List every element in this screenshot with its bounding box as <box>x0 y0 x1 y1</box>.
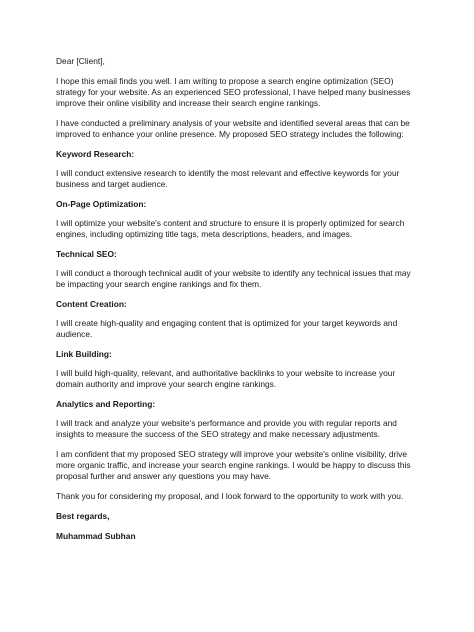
section-heading-technical-seo: Technical SEO: <box>56 249 117 259</box>
intro-paragraph: I hope this email finds you well. I am writing to propose a search engine optimization (SEO) strategy for your website. As an experienced SEO professional, I have helped many businesses improve their online visibility and increase their search engine rankings. <box>56 76 411 108</box>
section-heading-on-page-optimization: On-Page Optimization: <box>56 199 147 209</box>
letter-body <box>56 56 416 551</box>
salutation: Dear [Client], <box>56 56 105 66</box>
section-heading-keyword-research: Keyword Research: <box>56 149 135 159</box>
confidence-paragraph: I am confident that my proposed SEO strategy will improve your website's online visibility, drive more organic traffic, and increase your search engine rankings. I would be happy to discuss this proposal further and answer any questions you may have. <box>56 449 411 481</box>
section-body-content-creation: I will create high-quality and engaging content that is optimized for your target keywords and audience. <box>56 318 398 339</box>
signature-name: Muhammad Subhan <box>56 531 136 541</box>
analysis-paragraph: I have conducted a preliminary analysis of your website and identified several areas that can be improved to enhance your online presence. My proposed SEO strategy includes the following: <box>56 118 410 139</box>
section-body-technical-seo: I will conduct a thorough technical audit of your website to identify any technical issues that may be impacting your search engine rankings and fix them. <box>56 268 411 289</box>
thanks-paragraph: Thank you for considering my proposal, and I look forward to the opportunity to work with you. <box>56 491 404 501</box>
section-body-on-page-optimization: I will optimize your website's content and structure to ensure it is properly optimized for search engines, including optimizing title tags, meta descriptions, headers, and images. <box>56 218 405 239</box>
section-body-keyword-research: I will conduct extensive research to identify the most relevant and effective keywords for your business and target audience. <box>56 168 400 189</box>
section-heading-content-creation: Content Creation: <box>56 299 127 309</box>
section-body-link-building: I will build high-quality, relevant, and authoritative backlinks to your website to increase your domain authority and improve your search engine rankings. <box>56 368 396 389</box>
section-heading-analytics-reporting: Analytics and Reporting: <box>56 399 156 409</box>
section-body-analytics-reporting: I will track and analyze your website's performance and provide you with regular reports and insights to measure the success of the SEO strategy and make necessary adjustments. <box>56 418 397 439</box>
closing: Best regards, <box>56 511 110 521</box>
section-heading-link-building: Link Building: <box>56 349 112 359</box>
